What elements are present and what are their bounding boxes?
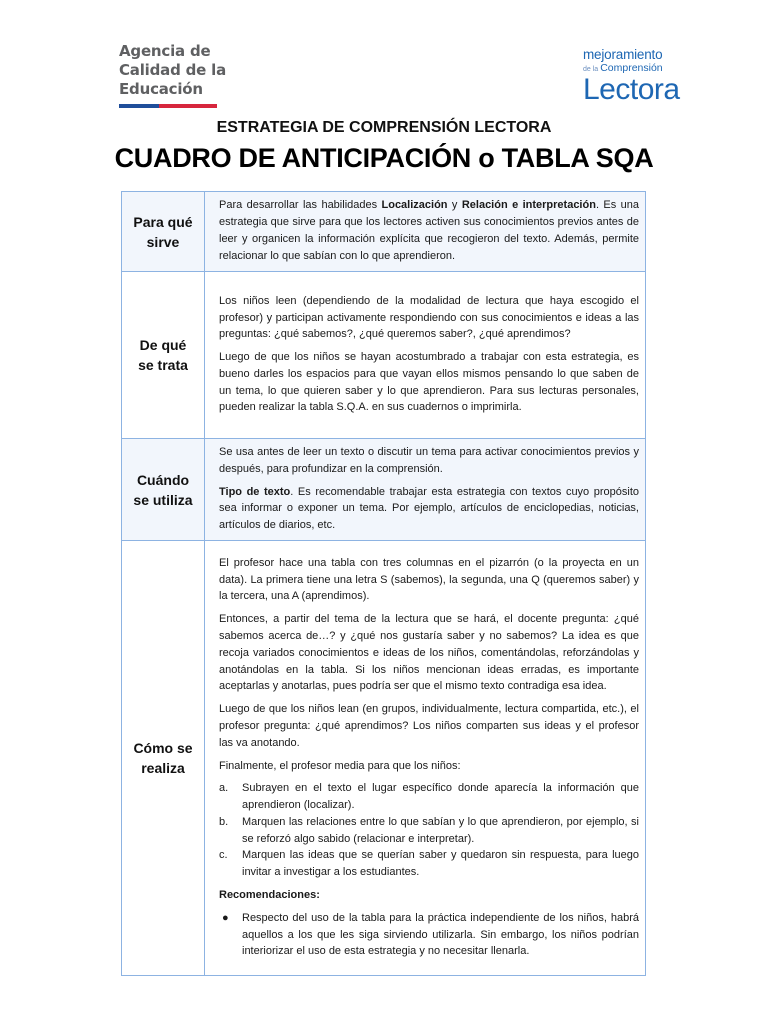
- paragraph: Entonces, a partir del tema de la lectura que se hará, el docente pregunta: ¿qué sabemos acerca de…? y ¿qué nos gustaría saber y no sabemos? La idea es que recoja variados conocimientos e ideas de los niños, comentándolas, reforzándolas y anotándolas en la tabla. Si los niños mencionan ideas erradas, es importante aceptarlas y anotarlas, pues podría ser que el mismo texto contradiga esa idea.: [219, 613, 639, 693]
- program-logo-line-1: mejoramiento: [583, 47, 663, 62]
- row-content-como: [205, 541, 646, 976]
- list-item: [219, 910, 639, 960]
- row-label-line: se trata: [138, 357, 188, 373]
- agency-name-line-3: Educación: [119, 80, 203, 98]
- program-logo: [583, 48, 693, 104]
- text: Para desarrollar las habilidades: [219, 199, 382, 212]
- row-label-line: Para qué: [133, 213, 193, 230]
- table-row: [122, 272, 646, 439]
- document-title: CUADRO DE ANTICIPACIÓN o TABLA SQA: [114, 143, 654, 173]
- list-item-text: Subrayen en el texto el lugar específico donde aparecía la información que aprendieron (localizar).: [242, 782, 639, 812]
- row-content-de-que: [205, 272, 646, 439]
- bold-text: Localización: [381, 199, 448, 212]
- paragraph: Finalmente, el profesor media para que los niños:: [219, 759, 461, 772]
- list-marker: a.: [219, 782, 229, 795]
- row-label-para-que: [122, 192, 205, 272]
- table-row: [122, 192, 646, 272]
- paragraph: Luego de que los niños se hayan acostumbrado a trabajar con esta estrategia, es bueno darles los espacios para que vayan ellos mismos pensando lo que saben de un tema, lo que quieren saber y lo que aprendieron. Para sus lecturas personales, pueden realizar la tabla S.Q.A. en sus cuadernos o imprimirla.: [219, 351, 639, 414]
- bold-text: Tipo de texto: [219, 485, 291, 498]
- bold-text: Recomendaciones:: [219, 889, 320, 902]
- paragraph: Luego de que los niños lean (en grupos, individualmente, lectura compartida, etc.), el profesor pregunta: ¿qué aprendimos? Los niños comparten sus ideas y el profesor las va anotando.: [219, 703, 639, 749]
- table-row: [122, 439, 646, 541]
- list-item-text: Marquen las relaciones entre lo que sabían y lo que aprendieron, por ejemplo, si se reforzó algo sabido (relacionar e interpretar).: [242, 815, 639, 845]
- list-item: [219, 814, 639, 848]
- text: . Es recomendable trabajar esta estrategia con textos cuyo propósito sea informar o exponer un tema. Por ejemplo, artículos de enciclopedias, noticias, artículos de diarios, etc.: [219, 485, 639, 532]
- paragraph: [219, 484, 639, 534]
- row-label-line: sirve: [146, 233, 180, 250]
- bullet-icon: ●: [222, 911, 229, 924]
- agency-name-line-2: Calidad de la: [119, 61, 227, 79]
- strategy-table: [121, 191, 646, 976]
- row-content-para-que: [205, 192, 646, 272]
- paragraph: [219, 197, 639, 264]
- recommendations-heading: [219, 887, 639, 904]
- table-row: [122, 541, 646, 976]
- row-content-cuando: [205, 439, 646, 541]
- list-item: [219, 847, 639, 881]
- list-item: [219, 780, 639, 814]
- agency-flag-bar: [119, 104, 217, 108]
- row-label-line: Cómo se: [133, 740, 193, 756]
- recommendations-list: [219, 910, 639, 960]
- paragraph: Los niños leen (dependiendo de la modalidad de lectura que haya escogido el profesor) y participan activamente respondiendo con sus conocimientos e ideas a las preguntas: ¿qué sabemos?, ¿qué queremos saber?, ¿qué aprendimos?: [219, 294, 639, 341]
- list-marker: c.: [219, 849, 228, 862]
- text: . Es una estrategia que sirve para que los lectores activen sus conocimientos previos antes de leer y organicen la información explícita que recogieron del texto. Además, permite relacionar lo que sabían con lo que aprendieron.: [219, 199, 639, 262]
- program-logo-line-2-text: Comprensión: [600, 62, 663, 74]
- row-label-line: De qué: [139, 337, 187, 353]
- agency-name-line-1: Agencia de: [119, 42, 211, 60]
- program-logo-line-3: Lectora: [583, 73, 680, 106]
- text: y: [447, 199, 462, 212]
- row-label-cuando: [122, 439, 205, 541]
- list-item-text: Respecto del uso de la tabla para la práctica independiente de los niños, habrá aquellos a los que les siga sirviendo utilizarla. Sin embargo, los niños podrían interiorizar el uso de esta estrategia y no necesitar llenarla.: [242, 911, 639, 958]
- row-label-line: se utiliza: [133, 491, 193, 508]
- list-item-text: Marquen las ideas que se querían saber y quedaron sin respuesta, para luego invitar a investigar a los estudiantes.: [242, 849, 639, 879]
- program-logo-prefix: de la: [583, 66, 599, 73]
- row-label-line: realiza: [141, 760, 185, 776]
- steps-list: [219, 780, 639, 881]
- paragraph: El profesor hace una tabla con tres columnas en el pizarrón (o la proyecta en un data). La primera tiene una letra S (sabemos), la segunda, una Q (queremos saber) y la tercera, una A (aprendimos).: [219, 556, 639, 603]
- row-label-line: Cuándo: [136, 471, 190, 488]
- paragraph: Se usa antes de leer un texto o discutir un tema para activar conocimientos previos y después, para profundizar en la comprensión.: [219, 446, 639, 475]
- bold-text: Relación e interpretación: [461, 199, 596, 212]
- list-marker: b.: [219, 815, 229, 828]
- agency-logo: [119, 42, 229, 108]
- row-label-como: [122, 541, 205, 976]
- document-subtitle: ESTRATEGIA DE COMPRENSIÓN LECTORA: [216, 119, 552, 136]
- row-label-de-que: [122, 272, 205, 439]
